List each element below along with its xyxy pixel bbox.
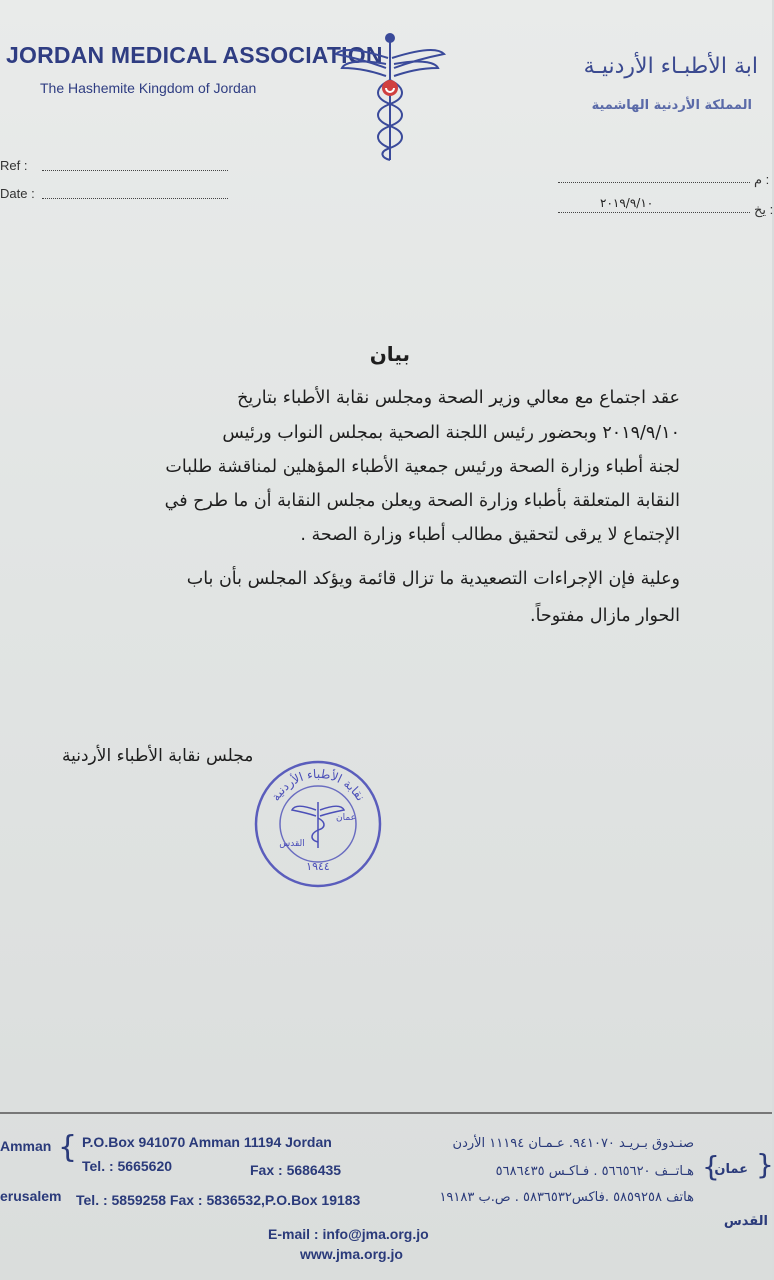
email-address: E-mail : info@jma.org.jo bbox=[268, 1226, 429, 1242]
statement-line: لجنة أطباء وزارة الصحة ورئيس جمعية الأطباء المؤهلين لمناقشة طلبات bbox=[165, 457, 680, 477]
ref-label: Ref : bbox=[0, 158, 28, 173]
org-name-en: JORDAN MEDICAL ASSOCIATION bbox=[6, 42, 383, 68]
statement-line: النقابة المتعلقة بأطباء وزارة الصحة ويعلن مجلس النقابة أن ما طرح في bbox=[164, 491, 680, 511]
right-brace-left-icon: { bbox=[702, 1150, 720, 1183]
statement-line: عقد اجتماع مع معالي وزير الصحة ومجلس نقابة الأطباء بتاريخ bbox=[237, 388, 680, 408]
stamp-right-word: عمان bbox=[336, 813, 356, 823]
amman-pobox: P.O.Box 941070 Amman 11194 Jordan bbox=[82, 1134, 332, 1150]
org-subtitle-ar: المملكة الأردنية الهاشمية bbox=[591, 98, 752, 113]
date-line bbox=[42, 198, 228, 199]
jerusalem-contacts: Tel. : 5859258 Fax : 5836532,P.O.Box 19183 bbox=[76, 1192, 361, 1208]
footer-divider bbox=[0, 1112, 772, 1114]
official-stamp-icon bbox=[252, 758, 384, 890]
ar-address-line: صنـدوق بـريـد ٩٤١٠٧٠. عـمـان ١١١٩٤ الأردن bbox=[452, 1136, 694, 1151]
statement-title: بيان bbox=[369, 342, 410, 366]
amman-tel: Tel. : 5665620 bbox=[82, 1158, 173, 1174]
statement-line: الإجتماع لا يرقى لتحقيق مطالب أطباء وزارة الصحة . bbox=[300, 525, 680, 545]
caduceus-logo-icon bbox=[330, 28, 450, 168]
ref-line bbox=[42, 170, 228, 171]
org-name-ar: ابة الأطبـاء الأردنيـة bbox=[583, 54, 758, 79]
jerusalem-label: erusalem bbox=[0, 1188, 62, 1204]
left-brace-icon: { bbox=[58, 1130, 78, 1165]
statement-line: وعلية فإن الإجراءات التصعيدية ما تزال قائمة ويؤكد المجلس بأن باب bbox=[186, 569, 680, 589]
ar-date-label: يخ : bbox=[754, 202, 774, 217]
ar-phone-line: هـاتــف ٥٦٦٥٦٢٠ . فـاكـس ٥٦٨٦٤٣٥ bbox=[495, 1164, 694, 1179]
ar-amman-label: عمان bbox=[714, 1162, 748, 1177]
signature-text: مجلس نقابة الأطباء الأردنية bbox=[62, 746, 254, 766]
stamp-ring-text: نقابة الأطباء الأردنية bbox=[268, 766, 368, 804]
website-url: www.jma.org.jo bbox=[300, 1246, 403, 1262]
ar-quds-label: القدس bbox=[723, 1214, 768, 1229]
ar-date-line bbox=[558, 212, 750, 213]
amman-fax: Fax : 5686435 bbox=[250, 1162, 342, 1178]
ar-jerusalem-line: هاتف ٥٨٥٩٢٥٨ .فاكس٥٨٣٦٥٣٢ . ص.ب ١٩١٨٣ bbox=[439, 1190, 694, 1205]
ar-ref-line bbox=[558, 182, 750, 183]
statement-line: الحوار مازال مفتوحاً. bbox=[530, 606, 680, 626]
ar-date-value: ٢٠١٩/٩/١٠ bbox=[600, 196, 654, 210]
ar-ref-label: م : bbox=[754, 172, 770, 187]
org-subtitle-en: The Hashemite Kingdom of Jordan bbox=[40, 80, 257, 96]
right-brace-icon: } bbox=[756, 1148, 774, 1181]
date-label: Date : bbox=[0, 186, 35, 201]
stamp-year: ١٩٤٤ bbox=[306, 860, 330, 873]
stamp-left-word: القدس bbox=[279, 839, 305, 849]
statement-line: ٢٠١٩/٩/١٠ وبحضور رئيس اللجنة الصحية بمجلس النواب ورئيس bbox=[222, 423, 680, 443]
amman-label: Amman bbox=[0, 1138, 52, 1154]
